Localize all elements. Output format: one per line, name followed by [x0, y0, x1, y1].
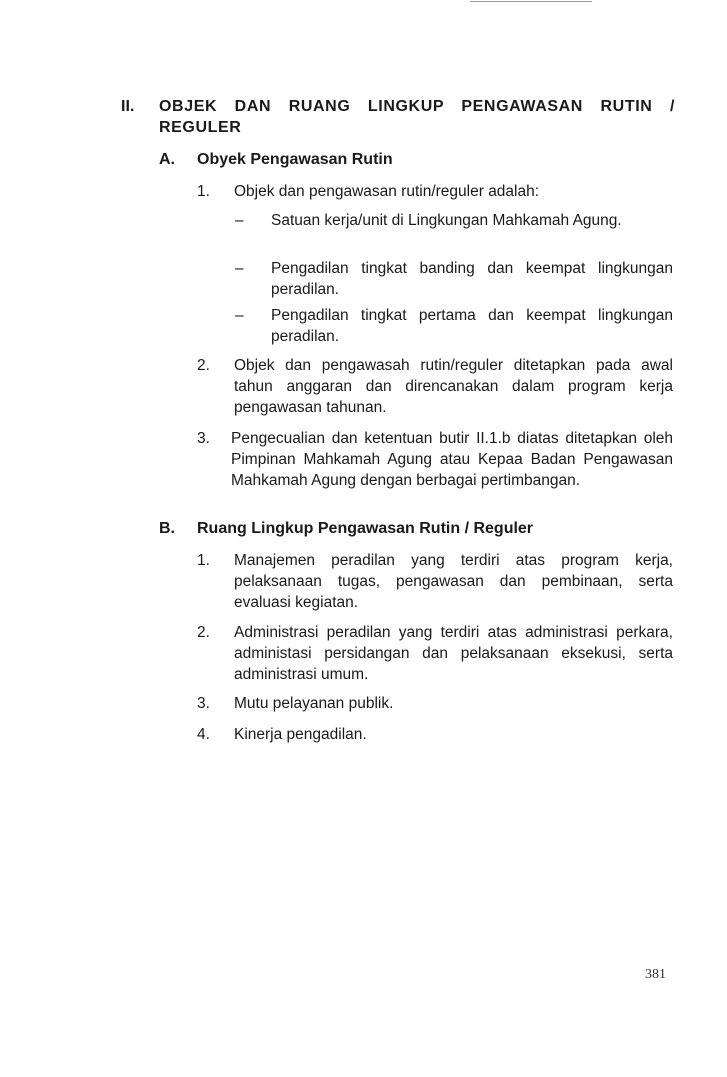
subsection-b-item-2-text: Administrasi peradilan yang terdiri atas administrasi perkara, administasi persidangan dan pelaksanaan eksekusi, serta administrasi umum.: [234, 624, 673, 683]
section-title: OBJEK DAN RUANG LINGKUP PENGAWASAN RUTIN / REGULER: [159, 98, 675, 136]
subsection-a-letter: A.: [159, 151, 175, 168]
subsection-a-item-1-bullet-1: Satuan kerja/unit di Lingkungan Mahkamah Agung.: [271, 212, 622, 229]
subsection-a-item-2-number: 2.: [197, 357, 210, 374]
subsection-a-item-1-text: Objek dan pengawasan rutin/reguler adalah:: [234, 183, 540, 200]
subsection-a-item-3-number: 3.: [197, 430, 210, 447]
subsection-b-item-1-text: Manajemen peradilan yang terdiri atas program kerja, pelaksanaan tugas, pengawasan dan pembinaan, serta evaluasi kegiatan.: [234, 552, 673, 611]
subsection-b-item-3-text: Mutu pelayanan publik.: [234, 695, 394, 712]
bullet-dash: –: [235, 260, 244, 277]
subsection-b-item-4-number: 4.: [197, 726, 210, 743]
subsection-a-item-1-bullet-3: Pengadilan tingkat pertama dan keempat lingkungan peradilan.: [271, 307, 673, 345]
page-number: 381: [645, 967, 666, 982]
subsection-a-title: Obyek Pengawasan Rutin: [197, 151, 393, 168]
subsection-a-item-3-text: Pengecualian dan ketentuan butir II.1.b diatas ditetapkan oleh Pimpinan Mahkamah Agung atau Kepaa Badan Pengawasan Mahkamah Agung dengan berbagai pertimbangan.: [231, 430, 673, 489]
subsection-b-item-4-text: Kinerja pengadilan.: [234, 726, 367, 743]
subsection-b-item-1-number: 1.: [197, 552, 210, 569]
subsection-a-item-1-bullet-2: Pengadilan tingkat banding dan keempat lingkungan peradilan.: [271, 260, 673, 298]
subsection-b-item-2-number: 2.: [197, 624, 210, 641]
bullet-dash: –: [235, 212, 244, 229]
subsection-b-title: Ruang Lingkup Pengawasan Rutin / Reguler: [197, 520, 534, 537]
section-number: II.: [121, 98, 135, 115]
bullet-dash: –: [235, 307, 244, 324]
scan-top-line: [470, 1, 592, 2]
subsection-b-letter: B.: [159, 520, 175, 537]
subsection-b-item-3-number: 3.: [197, 695, 210, 712]
subsection-a-item-2-text: Objek dan pengawasah rutin/reguler ditetapkan pada awal tahun anggaran dan direncanakan dalam program kerja pengawasan tahunan.: [234, 357, 673, 416]
subsection-a-item-1-number: 1.: [197, 183, 210, 200]
